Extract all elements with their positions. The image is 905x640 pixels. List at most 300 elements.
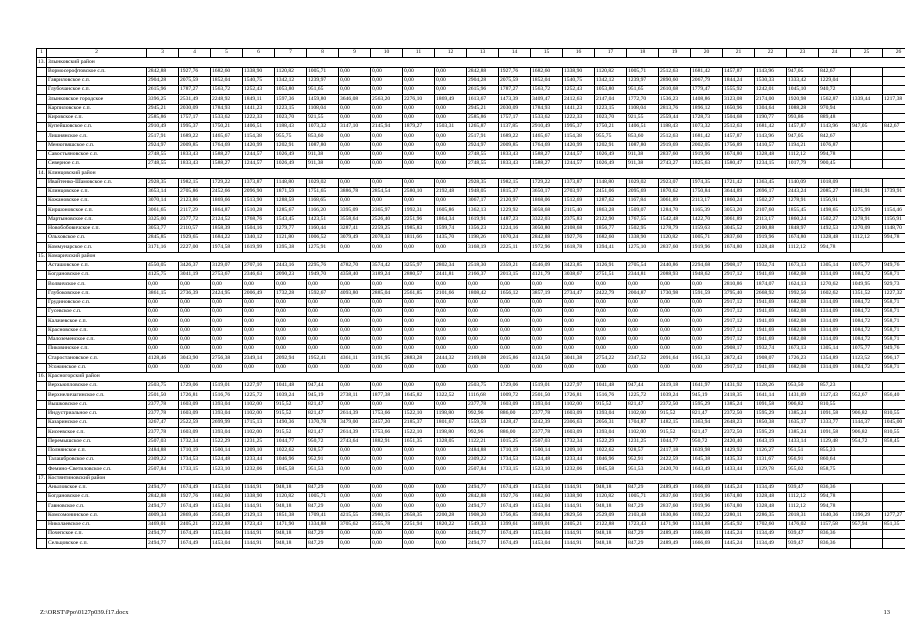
value-cell: 1314,09 [819, 335, 851, 344]
value-cell: 2743,64 [339, 437, 371, 446]
value-cell [883, 539, 905, 548]
value-cell: 0,00 [403, 280, 435, 289]
value-cell: 1519,01 [211, 382, 243, 391]
value-cell: 1277,27 [883, 511, 905, 520]
settlement-name: Казаринское с.п. [47, 419, 147, 428]
value-cell: 0,00 [435, 76, 467, 85]
value-cell: 921,55 [627, 113, 659, 122]
value-cell: 847,29 [627, 530, 659, 539]
value-cell: 3426,37 [179, 261, 211, 270]
value-cell: 860,64 [819, 456, 851, 465]
value-cell: 1784,93 [531, 104, 563, 113]
value-cell: 0,00 [531, 326, 563, 335]
value-cell: 970,94 [819, 104, 851, 113]
column-number: 22 [755, 49, 787, 58]
value-cell: 2751,51 [595, 271, 627, 280]
value-cell: 1858,39 [211, 224, 243, 233]
value-cell: 1674,49 [179, 483, 211, 492]
value-cell: 0,00 [691, 326, 723, 335]
value-cell: 1726,81 [179, 391, 211, 400]
value-cell: 1510,28 [243, 206, 275, 215]
value-cell: 1739,91 [883, 187, 905, 196]
value-cell: 0,00 [307, 308, 339, 317]
value-cell: 2344,81 [627, 271, 659, 280]
value-cell: 0,00 [339, 178, 371, 187]
value-cell: 1112,12 [787, 493, 819, 502]
value-cell: 1091,58 [819, 409, 851, 418]
value-cell: 994,78 [819, 150, 851, 159]
value-cell [851, 76, 883, 85]
value-cell: 810,55 [883, 409, 905, 418]
value-cell: 2372,50 [723, 409, 755, 418]
value-cell: 1084,72 [851, 298, 883, 307]
value-cell: 0,00 [531, 317, 563, 326]
footer-file-path: Z:\ORST\Ppo\0127p039.f17.docx [40, 609, 129, 616]
value-cell: 2018,31 [787, 511, 819, 520]
value-cell: 1689,22 [499, 132, 531, 141]
value-cell: 1941,69 [755, 317, 787, 326]
value-cell: 1363,94 [691, 419, 723, 428]
value-cell: 1362,13 [467, 206, 499, 215]
value-cell: 1640,36 [819, 511, 851, 520]
value-cell: 3061,89 [723, 215, 755, 224]
value-cell: 1232,06 [563, 465, 595, 474]
value-cell: 1084,72 [851, 335, 883, 344]
value-cell: 1342,12 [595, 76, 627, 85]
value-cell: 1500,14 [211, 446, 243, 455]
value-cell: 2120,97 [499, 197, 531, 206]
value-cell: 2405,21 [563, 520, 595, 529]
value-cell: 0,00 [595, 345, 627, 354]
value-cell: 1682,60 [211, 67, 243, 76]
value-cell: 1188,43 [275, 123, 307, 132]
value-cell: 0,00 [339, 141, 371, 150]
value-cell: 1198,80 [435, 409, 467, 418]
value-cell [883, 160, 905, 169]
value-cell: 948,18 [595, 539, 627, 548]
value-cell: 2418,35 [723, 391, 755, 400]
settlement-name: Полнянское с.п. [47, 446, 147, 455]
value-cell: 2377,78 [147, 428, 179, 437]
value-cell [851, 160, 883, 169]
value-cell: 0,00 [563, 335, 595, 344]
value-cell: 951,51 [787, 446, 819, 455]
value-cell: 1209,10 [243, 446, 275, 455]
table-row [37, 400, 905, 409]
value-cell: 1338,90 [627, 234, 659, 243]
value-cell: 858,45 [883, 437, 905, 446]
settlement-name: Богдановское с.п. [47, 493, 147, 502]
value-cell: 2917,12 [723, 308, 755, 317]
value-cell: 842,67 [819, 67, 851, 76]
value-cell: 1870,62 [659, 187, 691, 196]
value-cell: 1121,80 [275, 234, 307, 243]
value-cell: 1087,80 [627, 141, 659, 150]
value-cell: 858,75 [819, 465, 851, 474]
value-cell: 836,36 [819, 483, 851, 492]
value-cell: 0,00 [499, 326, 531, 335]
row-number-cell [37, 446, 47, 455]
table-body [37, 49, 905, 549]
value-cell: 2259,25 [371, 224, 403, 233]
settlement-name: Глубоковское с.п. [47, 289, 147, 298]
value-cell: 0,00 [403, 308, 435, 317]
value-cell: 0,00 [371, 539, 403, 548]
value-cell: 847,29 [627, 539, 659, 548]
value-cell: 2980,15 [371, 511, 403, 520]
value-cell: 1929,65 [179, 234, 211, 243]
value-cell: 853,60 [627, 132, 659, 141]
value-cell: 2452,66 [211, 187, 243, 196]
value-cell: 1091,58 [755, 400, 787, 409]
value-cell: 1726,81 [563, 391, 595, 400]
value-cell: 1465,67 [531, 132, 563, 141]
value-cell: 1284,70 [659, 206, 691, 215]
value-cell: 4215,55 [339, 511, 371, 520]
row-number-cell [37, 400, 47, 409]
value-cell: 1457,87 [723, 132, 755, 141]
value-cell: 1522,29 [211, 437, 243, 446]
value-cell: 911,38 [627, 150, 659, 159]
value-cell: 0,00 [435, 483, 467, 492]
row-number-cell [37, 520, 47, 529]
value-cell: 1927,76 [179, 67, 211, 76]
value-cell: 1756,89 [723, 141, 755, 150]
value-cell: 1524,48 [211, 456, 243, 465]
value-cell: 2096,90 [243, 187, 275, 196]
value-cell: 2917,12 [723, 298, 755, 307]
value-cell: 1351,52 [851, 289, 883, 298]
value-cell: 2696,17 [755, 187, 787, 196]
value-cell: 1143,96 [755, 67, 787, 76]
value-cell: 1772,70 [627, 95, 659, 104]
value-cell: 0,00 [339, 400, 371, 409]
value-cell: 2091,64 [659, 354, 691, 363]
value-cell: 2517,91 [147, 132, 179, 141]
value-cell: 0,00 [371, 382, 403, 391]
value-cell: 0,00 [435, 308, 467, 317]
settlement-name: Ивайтенко-Шамовское с.п. [47, 178, 147, 187]
value-cell: 1920,98 [787, 95, 819, 104]
value-cell: 1233,44 [563, 456, 595, 465]
value-cell: 1852,04 [531, 76, 563, 85]
value-cell: 948,18 [595, 483, 627, 492]
value-cell: 0,00 [179, 298, 211, 307]
value-cell: 3147,10 [339, 123, 371, 132]
value-cell: 1830,86 [659, 511, 691, 520]
value-cell: 952,67 [851, 391, 883, 400]
value-cell: 1932,74 [755, 345, 787, 354]
value-cell: 1073,32 [307, 123, 339, 132]
value-cell: 2122,88 [211, 520, 243, 529]
value-cell: 0,00 [531, 363, 563, 372]
value-cell: 1490,36 [275, 419, 307, 428]
value-cell: 0,00 [403, 335, 435, 344]
value-cell: 1730,98 [659, 289, 691, 298]
value-cell: 0,00 [403, 298, 435, 307]
value-cell: 2501,50 [531, 391, 563, 400]
value-cell: 2090,23 [275, 271, 307, 280]
value-cell: 2145,94 [371, 123, 403, 132]
value-cell: 1239,97 [627, 76, 659, 85]
value-cell: 0,00 [595, 308, 627, 317]
value-cell: 842,67 [819, 132, 851, 141]
value-cell: 1144,91 [243, 539, 275, 548]
table-row [37, 280, 905, 289]
value-cell: 1229,04 [819, 76, 851, 85]
value-cell: 1131,67 [755, 456, 787, 465]
value-cell: 1863,28 [595, 206, 627, 215]
value-cell: 2349,14 [243, 354, 275, 363]
value-cell: 2837,60 [659, 150, 691, 159]
value-cell: 810,55 [883, 428, 905, 437]
value-cell: 1869,66 [211, 197, 243, 206]
value-cell [851, 465, 883, 474]
value-cell: 0,00 [563, 280, 595, 289]
value-cell: 1674,80 [723, 493, 755, 502]
value-cell [883, 483, 905, 492]
value-cell: 1428,47 [499, 419, 531, 428]
value-cell [883, 104, 905, 113]
value-cell: 1041,48 [595, 382, 627, 391]
settlement-name: Клинцовское с.п. [47, 187, 147, 196]
value-cell: 0,00 [659, 308, 691, 317]
value-cell: 1985,83 [403, 224, 435, 233]
value-cell: 886,00 [499, 428, 531, 437]
value-cell: 1482,15 [659, 419, 691, 428]
row-number-cell [37, 345, 47, 354]
value-cell: 1512,69 [563, 197, 595, 206]
value-cell: 1811,66 [403, 234, 435, 243]
value-cell: 994,78 [819, 502, 851, 511]
value-cell: 1018,09 [819, 178, 851, 187]
value-cell: 1154,46 [883, 206, 905, 215]
value-cell: 1750,21 [211, 123, 243, 132]
value-cell: 1252,43 [563, 86, 595, 95]
value-cell: 1543,45 [275, 215, 307, 224]
value-cell: 0,00 [403, 456, 435, 465]
value-cell: 847,29 [307, 502, 339, 511]
value-cell: 2748,55 [467, 160, 499, 169]
value-cell: 2754,22 [595, 354, 627, 363]
value-cell: 1597,36 [275, 95, 307, 104]
value-cell: 955,75 [595, 132, 627, 141]
value-cell: 2494,77 [147, 483, 179, 492]
value-cell: 1852,04 [211, 76, 243, 85]
value-cell: 1006,52 [307, 234, 339, 243]
value-cell: 0,00 [307, 298, 339, 307]
table-row [37, 520, 905, 529]
value-cell: 1757,17 [179, 113, 211, 122]
value-cell: 3041,19 [179, 271, 211, 280]
value-cell: 0,00 [371, 502, 403, 511]
value-cell: 1108,04 [307, 104, 339, 113]
value-cell: 856,40 [883, 391, 905, 400]
value-cell: 1941,69 [755, 326, 787, 335]
value-cell: 958,71 [883, 335, 905, 344]
value-cell: 2009,85 [499, 141, 531, 150]
value-cell: 1681,42 [691, 132, 723, 141]
value-cell: 1855,45 [787, 206, 819, 215]
row-number-cell [37, 215, 47, 224]
value-cell: 0,00 [179, 326, 211, 335]
value-cell: 1473,39 [499, 95, 531, 104]
value-cell: 2417,18 [659, 446, 691, 455]
value-cell: 0,00 [531, 335, 563, 344]
value-cell: 1603,09 [563, 409, 595, 418]
value-cell: 1044,77 [659, 437, 691, 446]
value-cell [883, 141, 905, 150]
value-cell: 1674,80 [787, 234, 819, 243]
value-cell: 3650,17 [531, 187, 563, 196]
value-cell: 2802,34 [435, 261, 467, 270]
value-cell: 886,00 [499, 409, 531, 418]
value-cell: 0,00 [531, 308, 563, 317]
table-row [37, 465, 905, 474]
value-cell: 1844,24 [723, 76, 755, 85]
value-cell: 0,00 [499, 298, 531, 307]
value-cell: 1833,43 [179, 160, 211, 169]
row-number-cell [37, 271, 47, 280]
settlement-name: Красновское с.п. [47, 326, 147, 335]
value-cell: 2113,17 [755, 215, 787, 224]
value-cell: 2512,63 [659, 132, 691, 141]
column-number: 2 [47, 49, 147, 58]
value-cell: 1502,27 [819, 215, 851, 224]
value-cell: 0,00 [371, 483, 403, 492]
value-cell: 0,00 [403, 483, 435, 492]
settlement-name: Савостьяновское с.п. [47, 150, 147, 159]
value-cell: 1588,27 [531, 150, 563, 159]
row-number-cell [37, 419, 47, 428]
value-cell: 3469,01 [531, 520, 563, 529]
value-cell: 0,00 [403, 502, 435, 511]
value-cell: 2928,35 [147, 178, 179, 187]
value-cell: 0,00 [531, 298, 563, 307]
value-cell: 2883,28 [403, 354, 435, 363]
value-cell: 1674,49 [179, 530, 211, 539]
value-cell: 1393,04 [211, 409, 243, 418]
row-number-cell [37, 160, 47, 169]
value-cell: 1134,49 [755, 530, 787, 539]
value-cell: 2276,10 [403, 95, 435, 104]
value-cell: 1244,57 [243, 160, 275, 169]
value-cell: 2507,84 [147, 465, 179, 474]
value-cell: 2489,49 [659, 539, 691, 548]
value-cell: 1992,56 [787, 289, 819, 298]
value-cell: 2295,76 [307, 261, 339, 270]
value-cell: 2522,59 [179, 419, 211, 428]
value-cell: 1144,91 [243, 483, 275, 492]
value-cell: 1084,72 [851, 326, 883, 335]
column-number: 19 [659, 49, 691, 58]
value-cell: 1144,91 [563, 502, 595, 511]
value-cell: 1674,49 [179, 502, 211, 511]
value-cell: 1860,24 [787, 215, 819, 224]
value-cell [851, 446, 883, 455]
value-cell: 1304,64 [755, 104, 787, 113]
value-cell: 1674,80 [723, 243, 755, 252]
value-cell: 0,00 [499, 335, 531, 344]
value-cell: 3045,52 [723, 224, 755, 233]
table-row [37, 437, 905, 446]
value-cell: 3795,40 [723, 289, 755, 298]
value-cell: 1682,08 [787, 363, 819, 372]
value-cell: 2494,77 [147, 530, 179, 539]
value-cell: 1084,72 [851, 317, 883, 326]
value-cell: 1645,38 [691, 456, 723, 465]
value-cell: 1406,51 [627, 123, 659, 132]
value-cell: 947,05 [787, 67, 819, 76]
value-cell: 2347,52 [627, 354, 659, 363]
value-cell: 958,71 [883, 308, 905, 317]
value-cell: 2405,21 [179, 520, 211, 529]
value-cell: 0,00 [403, 132, 435, 141]
settlement-name: Менюгвяшское с.п. [47, 141, 147, 150]
value-cell: 2945,21 [147, 104, 179, 113]
value-cell: 1555,92 [723, 86, 755, 95]
value-cell: 0,00 [371, 446, 403, 455]
value-cell: 2668,92 [755, 289, 787, 298]
value-cell: 2030,09 [499, 104, 531, 113]
value-cell: 1339,44 [851, 95, 883, 104]
value-cell: 2563,49 [211, 511, 243, 520]
value-cell: 1116,68 [467, 391, 499, 400]
row-number-cell [37, 197, 47, 206]
value-cell: 1239,97 [307, 76, 339, 85]
value-cell: 1154,38 [243, 132, 275, 141]
value-cell: 1992,31 [403, 206, 435, 215]
value-cell: 1137,85 [499, 123, 531, 132]
value-cell: 0,00 [467, 308, 499, 317]
value-cell: 1624,13 [787, 280, 819, 289]
value-cell: 0,00 [371, 132, 403, 141]
value-cell: 0,00 [499, 317, 531, 326]
value-cell: 2377,78 [467, 400, 499, 409]
value-cell: 1370,78 [307, 419, 339, 428]
value-cell: 958,71 [883, 298, 905, 307]
value-cell [851, 483, 883, 492]
value-cell: 1278,91 [787, 197, 819, 206]
value-cell: 1919,96 [755, 234, 787, 243]
settlement-name: Богдановское с.п. [47, 271, 147, 280]
value-cell: 0,00 [339, 113, 371, 122]
value-cell: 0,00 [435, 243, 467, 252]
value-cell: 2248,92 [211, 95, 243, 104]
value-cell: 1385,24 [723, 400, 755, 409]
value-cell: 0,00 [147, 317, 179, 326]
value-cell: 2531,49 [179, 95, 211, 104]
value-cell: 2227,00 [179, 243, 211, 252]
table-row [37, 539, 905, 548]
value-cell: 1029,02 [307, 178, 339, 187]
row-number-cell [37, 206, 47, 215]
value-cell: 1471,90 [275, 520, 307, 529]
value-cell: 2422,59 [659, 456, 691, 465]
value-cell: 0,00 [531, 280, 563, 289]
value-cell: 1522,10 [403, 428, 435, 437]
value-cell: 1927,76 [499, 67, 531, 76]
value-cell: 1919,96 [691, 150, 723, 159]
value-cell: 0,00 [563, 363, 595, 372]
table-row [37, 456, 905, 465]
settlement-name: Ольховское с.п. [47, 234, 147, 243]
value-cell: 0,00 [371, 298, 403, 307]
value-cell: 0,00 [403, 104, 435, 113]
value-cell: 1751,65 [307, 187, 339, 196]
value-cell: 0,00 [563, 317, 595, 326]
value-cell: 1734,53 [179, 456, 211, 465]
